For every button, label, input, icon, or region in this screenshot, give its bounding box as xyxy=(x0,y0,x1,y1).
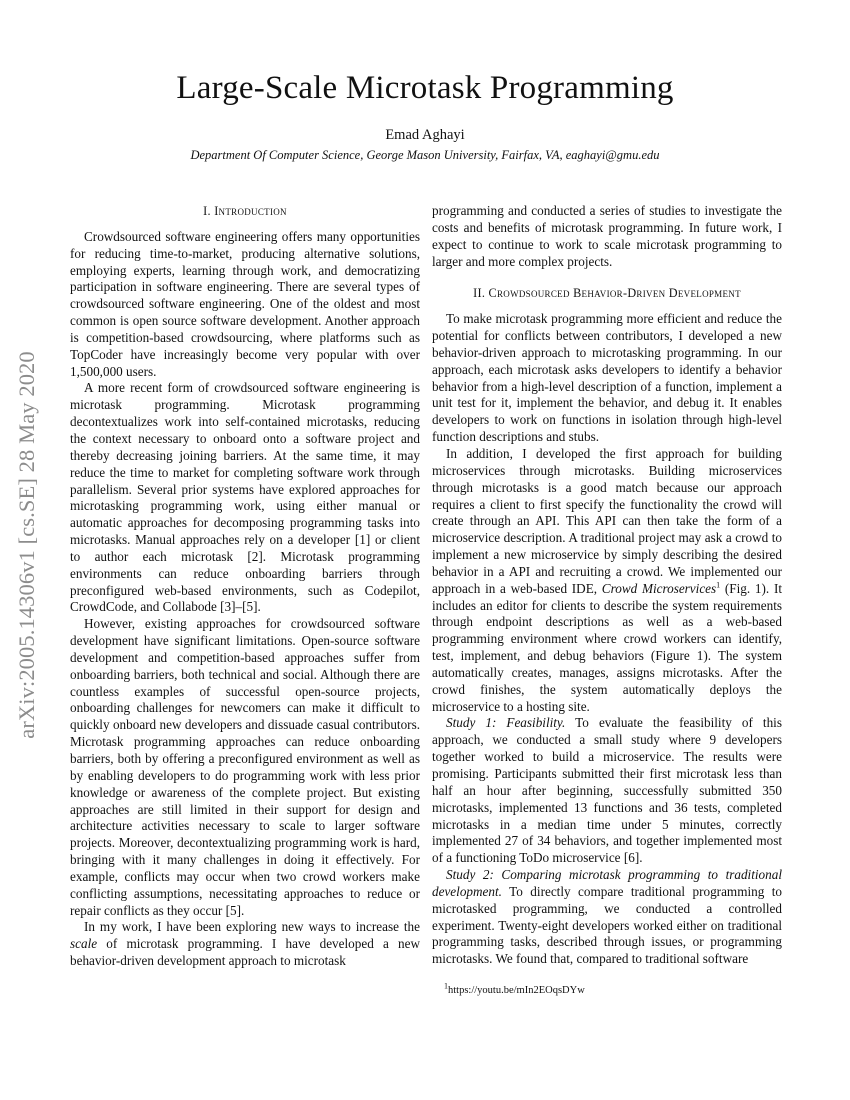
bdd-paragraph-1: To make microtask programming more efficient and reduce the potential for conflicts between contributors, I developed a new behavior-driven approach to microtasking programming. In our approach, each microtask asks developers to identify a behavior behavior from a high-level description of a function, implement a unit test for it, implement the behavior, and debug it. It enables developers to work on functions in isolation through high-level function descriptions and stubs. xyxy=(432,311,782,445)
study-label: Study 2: Comparing microtask programming to traditional development. xyxy=(432,867,782,899)
text-run: To evaluate the feasibility of this approach, we conducted a small study where 9 developers together worked to build a microservice. The results were promising. Participants submitted their first microtask less than half an hour after beginning, successfully submitted 350 microtasks, implemented 13 functions and 36 tests, completed microtasks in a median time under 5 minutes, correctly implemented 27 of 34 behaviors, and together implemented most of a functioning ToDo microservice [6]. xyxy=(432,715,782,866)
footnote-link[interactable]: https://youtu.be/mIn2EOqsDYw xyxy=(448,985,585,996)
author-name: Emad Aghayi xyxy=(385,127,465,143)
section-heading-introduction xyxy=(70,203,420,220)
section-title: Introduction xyxy=(214,204,287,218)
text-run: (Fig. 1). It includes an editor for clients to describe the system requirements through endpoint descriptions as well as a web-based programming environment where crowd workers can identify, test, implement, and debug behaviors (Figure 1). The system automatically creates, manages, assigns microtasks. After the crowd finishes, the system automatically deploys the microservice to a hosting site. xyxy=(432,580,783,714)
author-affiliation: Department Of Computer Science, George Mason University, Fairfax, VA, eaghayi@gmu.edu xyxy=(190,148,660,162)
bdd-paragraph-2 xyxy=(432,446,782,716)
intro-paragraph-2: A more recent form of crowdsourced software engineering is microtask programming. Microtask programming decontextualizes work into self-contained microtasks, reducing the context necessary to onboard onto a software project and thereby decreasing joining barriers. At the same time, it may reduce the time to market for completing software work through parallelism. Several prior systems have explored approaches for microtasking programming work, using either manual or automatic approaches for decomposing programming tasks into microtasks. Manual approaches rely on a developer [1] or client to author each microtask [2]. Microtask programming environments can reduce onboarding barriers through preconfigured web-based environments, such as Codepilot, CrowdCode, and Collabode [3]–[5]. xyxy=(70,380,420,615)
intro-paragraph-4-continued: programming and conducted a series of studies to investigate the costs and benefits of microtask programming. In future work, I expect to continue to work to scale microtask programming to larger and more complex projects. xyxy=(432,203,782,269)
arxiv-identifier: arXiv:2005.14306v1 [cs.SE] 28 May 2020 xyxy=(14,350,39,739)
intro-paragraph-4 xyxy=(70,919,420,970)
paper-title: Large-Scale Microtask Programming xyxy=(176,70,674,106)
emphasis: Crowd Microservices xyxy=(601,580,717,596)
text-run: To directly compare traditional programming to microtasked programming, we conducted a controlled experiment. Twenty-eight developers worked either on traditional programming tasks, described through issues, or programming microtasks. We found that, compared to traditional software xyxy=(432,883,782,967)
right-column xyxy=(432,203,782,968)
section-number: II. xyxy=(473,286,489,301)
bdd-paragraph-4 xyxy=(432,867,782,968)
left-column xyxy=(70,203,420,970)
emphasis: scale xyxy=(70,936,98,952)
footnote-marker: 1 xyxy=(444,981,448,991)
intro-paragraph-3: However, existing approaches for crowdsourced software development have significant limitations. Open-source software development and competition-based approaches suffer from onboarding barriers, both technical and social. Although there are countless examples of successful open-source projects, onboarding challenges for newcomers can make it difficult to quickly onboard new developers and dissuade casual contributors. Microtask programming approaches can reduce onboarding barriers, both by offering a preconfigured environment as well as by enabling developers to do programming work with less prior knowledge or awareness of the complete project. But existing approaches are still limited in their support for design and architecture activities necessary to scale to larger software projects. Moreover, decontextualizing programming work is hard, bringing with it many challenges in doing it effectively. For example, conflicts may occur when two crowd workers make conflicting assumptions, necessitating approaches to reduce or repair conflicts as they occur [5]. xyxy=(70,616,420,918)
arxiv-stamp xyxy=(2,292,52,797)
footnote xyxy=(432,981,782,996)
section-title: Crowdsourced Behavior-Driven Development xyxy=(488,286,741,301)
text-run-wrapping: of microtask programming. I have developed a new behavior-driven development approach to microtask xyxy=(70,936,420,969)
text-run: In addition, I developed the first approach for building microservices through microtasks. Building microservices through microtasks is a good match because our approach requires a client to first specify the functionality the crowd will create through an API. This API can then take the form of a microservice description. A traditional project may ask a crowd to implement a new microservice by simply describing the desired behavior in a API and recruiting a crowd. We implemented our approach in a web-based IDE, xyxy=(432,445,782,596)
intro-paragraph-1: Crowdsourced software engineering offers many opportunities for reducing time-to-market, producing alternative solutions, employing experts, learning through work, and democratizing participation in software engineering. There are several types of crowdsourced software engineering. One of the oldest and most common is open source software development. Another approach is competition-based crowdsourcing, where platforms such as TopCoder have increasingly become very popular with over 1,500,000 users. xyxy=(70,228,420,379)
footnote-marker: 1 xyxy=(716,580,721,590)
section-number: I. xyxy=(203,204,215,218)
bdd-paragraph-3 xyxy=(432,715,782,867)
section-heading-bdd xyxy=(432,285,782,302)
text-run: In my work, I have been exploring new ways to increase the xyxy=(84,919,420,935)
study-label: Study 1: Feasibility. xyxy=(446,715,566,731)
